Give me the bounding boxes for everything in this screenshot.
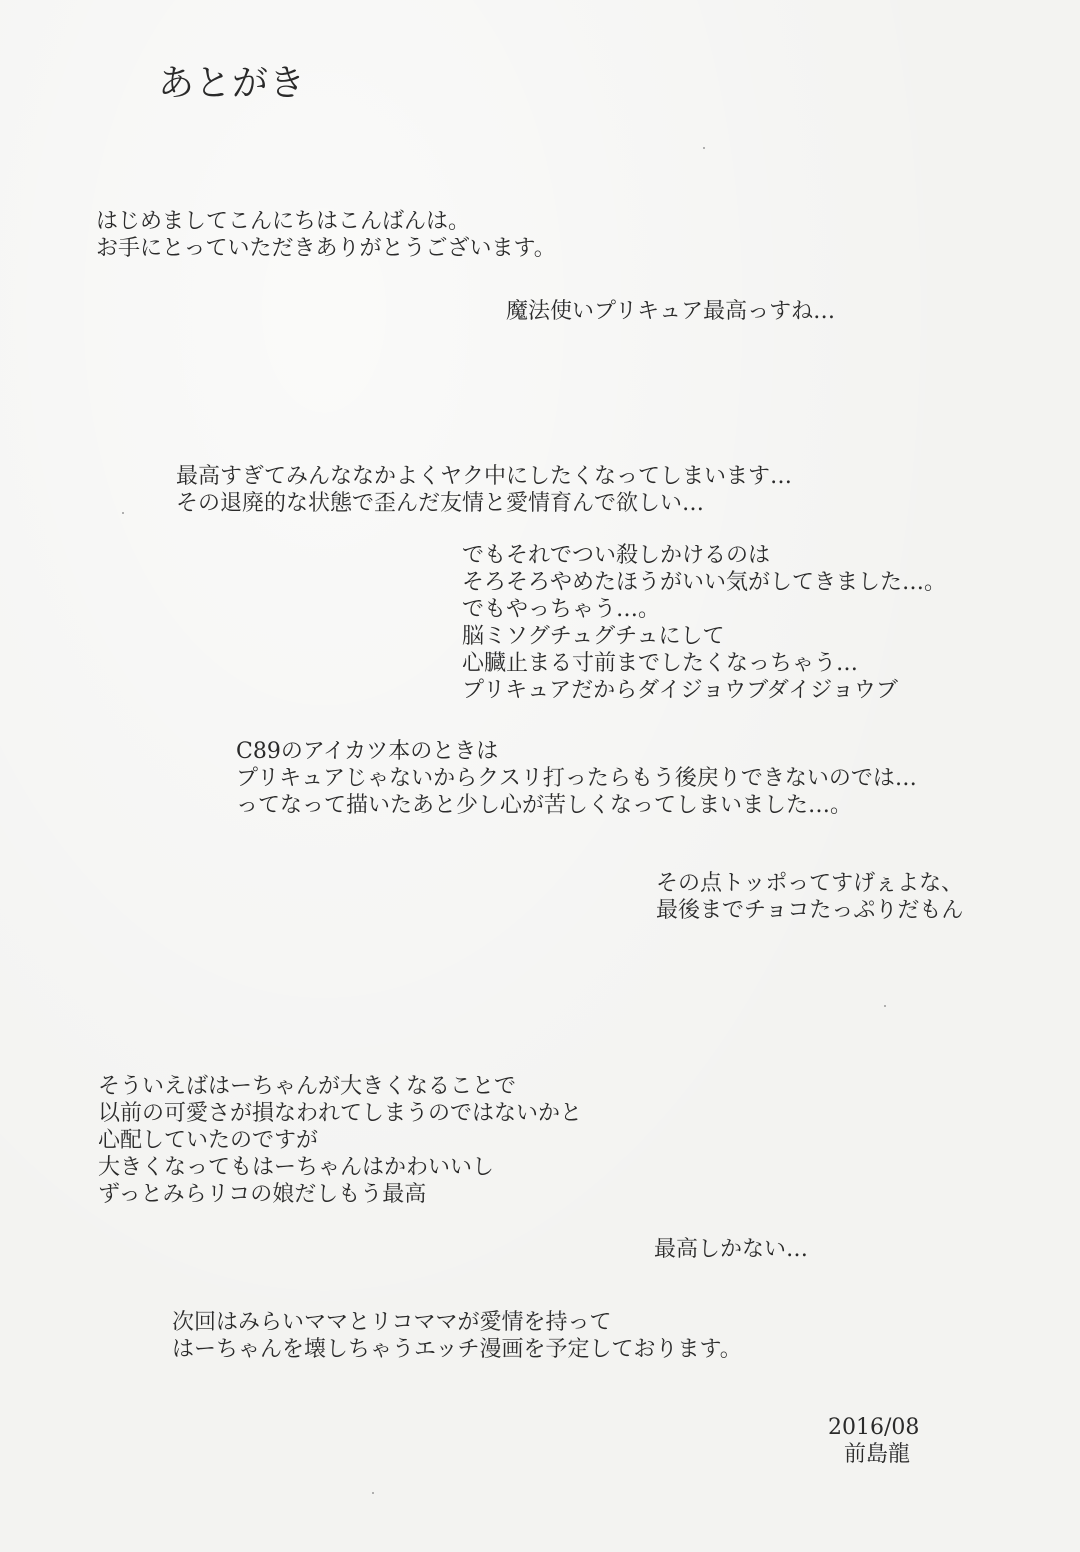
next-paragraph (172, 1309, 742, 1363)
text-line: プリキュアだからダイジョウブダイジョウブ (462, 678, 898, 703)
text-line: お手にとっていただきありがとうございます。 (96, 236, 556, 261)
text-line: 心臓止まる寸前までしたくなっちゃう… (462, 651, 859, 676)
signature-date: 2016/08 (828, 1415, 920, 1440)
greeting-paragraph (96, 208, 556, 262)
hachan-paragraph (98, 1073, 582, 1208)
confession-paragraph (462, 542, 946, 704)
text-line: 魔法使いプリキュア最高っすね… (506, 299, 836, 324)
paper-speck (122, 512, 124, 514)
paper-speck (372, 1492, 374, 1494)
text-line: C89のアイカツ本のときは (236, 739, 499, 764)
text-line: 心配していたのですが (98, 1128, 319, 1153)
text-line: 大きくなってもはーちゃんはかわいいし (98, 1155, 495, 1180)
paper-speck (884, 1005, 886, 1007)
text-line: 最後までチョコたっぷりだもん (656, 898, 964, 923)
text-line: そういえばはーちゃんが大きくなることで (98, 1074, 517, 1099)
text-line: 最高すぎてみんななかよくヤク中にしたくなってしまいます… (176, 464, 793, 489)
signature (828, 1414, 919, 1468)
text-line: プリキュアじゃないからクスリ打ったらもう後戻りできないのでは… (236, 766, 917, 791)
text-line: でもそれでつい殺しかけるのは (462, 543, 771, 568)
text-line: はーちゃんを壊しちゃうエッチ漫画を予定しております。 (172, 1337, 742, 1362)
text-line: でもやっちゃう…。 (462, 597, 661, 622)
text-line: 脳ミソグチュグチュにして (462, 624, 725, 649)
praise-paragraph (506, 298, 835, 325)
text-line: 次回はみらいママとリコママが愛情を持って (172, 1310, 612, 1335)
toppo-paragraph (656, 870, 963, 924)
page-title: あとがき (158, 63, 307, 104)
signature-author: 前島龍 (844, 1442, 911, 1467)
text-line: そろそろやめたほうがいい気がしてきました…。 (462, 570, 947, 595)
text-line: はじめましてこんにちはこんばんは。 (96, 209, 471, 234)
c89-paragraph (236, 738, 917, 819)
paper-speck (703, 147, 705, 149)
desire-paragraph (176, 463, 792, 517)
text-line: ってなって描いたあと少し心が苦しくなってしまいました…。 (236, 793, 853, 818)
text-line: その退廃的な状態で歪んだ友情と愛情育んで欲しい… (176, 491, 705, 516)
text-line: 以前の可愛さが損なわれてしまうのではないかと (98, 1101, 583, 1126)
text-line: ずっとみらリコの娘だしもう最高 (98, 1182, 427, 1207)
best-paragraph (654, 1236, 808, 1263)
text-line: その点トッポってすげぇよな、 (656, 871, 964, 896)
text-line: 最高しかない… (654, 1237, 809, 1262)
